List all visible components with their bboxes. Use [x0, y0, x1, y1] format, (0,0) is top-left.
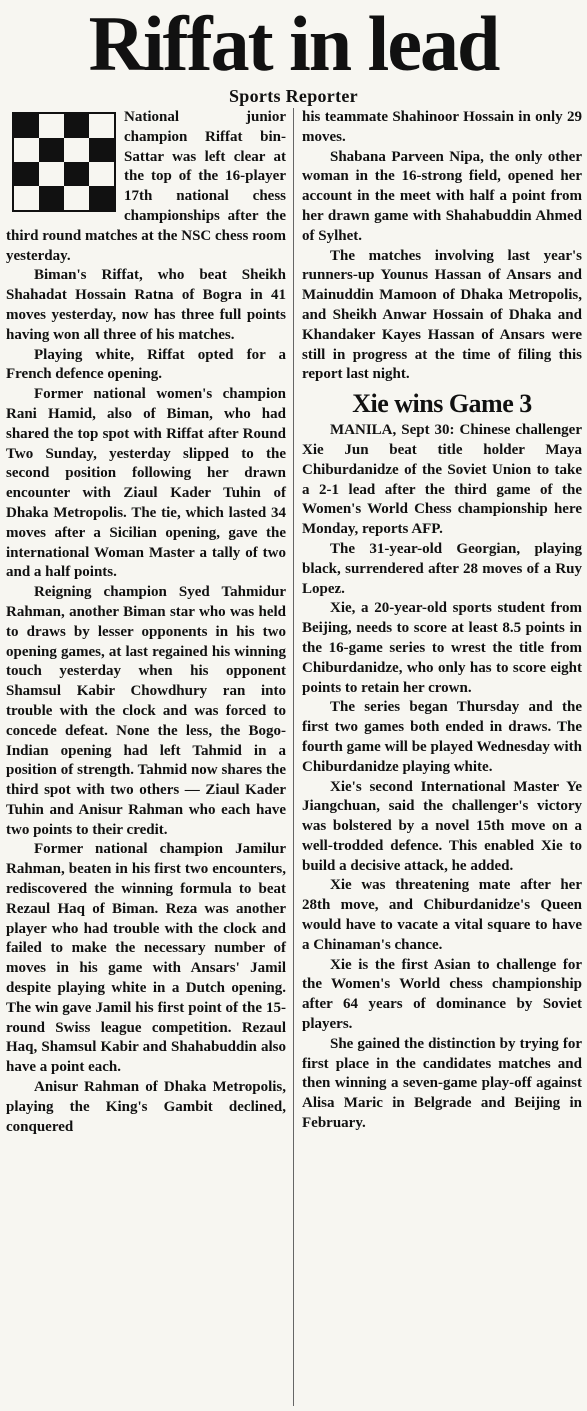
paragraph: Shabana Parveen Nipa, the only other woman in the 16-strong field, opened her account in the meet with half a point from her drawn game with Shahabuddin Ahmed of Sylhet. — [302, 148, 582, 244]
paragraph: The matches involving last year's runners-up Younus Hassan of Ansars and Mainuddin Mamoon of Dhaka Metropolis, and Sheikh Anwar Hossain of Dhaka and Khandaker Kayes Hassan of Ansars were still in progress at the time of filing this report last night. — [302, 247, 582, 383]
paragraph: Xie was threatening mate after her 28th move, and Chiburdanidze's Queen would have to vacate a vital square to have a Chinaman's chance. — [302, 877, 582, 953]
right-column — [302, 108, 582, 1134]
paragraph: his teammate Shahinoor Hossain in only 29 moves. — [302, 109, 582, 145]
paragraph: Biman's Riffat, who beat Sheikh Shahadat Hossain Ratna of Bogra in 41 moves yesterday, now has three full points having won all three of his matches. — [6, 267, 286, 343]
second-headline: Xie wins Game 3 — [352, 389, 532, 419]
paragraph: Former national champion Jamilur Rahman, beaten in his first two encounters, rediscovered the winning formula to beat Rezaul Haq of Biman. Reza was another player who had trouble with the clock and failed to make the necessary number of moves in his game with Ansars' Jamil despite playing white in a Dutch opening. The win gave Jamil his first point of the 15-round Swiss league competition. Rezaul Haq, Shamsul Kabir and Shahabuddin also have a point each. — [6, 841, 286, 1076]
left-column — [6, 108, 286, 1137]
paragraph: She gained the distinction by trying for first place in the candidates matches and then winning a seven-game play-off against Alisa Maric in Belgrade and Beijing in February. — [302, 1035, 582, 1132]
paragraph: Reigning champion Syed Tahmidur Rahman, another Biman star who was held to draws by lesser opponents in his two opening games, at last regained his winning touch yesterday when his opponent Shamsul Kabir Chowdhury ran into trouble with the clock and was forced to concede defeat. None the less, the Bogo-Indian opening had left Tahmid in a position of strength. Tahmid now shares the third spot with two others — Ziaul Kader Tuhin and Anisur Rahman who each have two points to their credit. — [6, 584, 286, 838]
paragraph: MANILA, Sept 30: Chinese challenger Xie Jun beat title holder Maya Chiburdanidze of the Soviet Union to take a 2-1 lead after the third game of the Women's World Chess championship here Monday, reports AFP. — [302, 422, 582, 538]
column-divider — [293, 108, 294, 1406]
headline: Riffat in lead — [88, 0, 499, 87]
paragraph: Playing white, Riffat opted for a French defence opening. — [6, 346, 286, 383]
paragraph: The series began Thursday and the first two games both ended in draws. The fourth game will be played Wednesday with Chiburdanidze playing white. — [302, 699, 582, 775]
paragraph: National junior champion Riffat bin-Sattar was left clear at the top of the 16-player 17th national chess championships after the third round matches at the NSC chess room yesterday. — [6, 109, 286, 264]
paragraph: Xie's second International Master Ye Jiangchuan, said the challenger's victory was bolstered by a novel 15th move on a well-trodded defence. This enabled Xie to build a decisive attack, he added. — [302, 778, 582, 874]
paragraph: Xie is the first Asian to challenge for the Women's World chess championship after 64 years of dominance by Soviet players. — [302, 956, 582, 1033]
paragraph: Xie, a 20-year-old sports student from Beijing, needs to score at least 8.5 points in the 16-game series to wrest the title from Chiburdanidze, who only has to score eight points to retain her crown. — [302, 600, 582, 696]
chessboard-icon — [12, 112, 116, 212]
paragraph: Anisur Rahman of Dhaka Metropolis, playing the King's Gambit declined, conquered — [6, 1079, 286, 1135]
byline: Sports Reporter — [229, 86, 358, 106]
paragraph: The 31-year-old Georgian, playing black, surrendered after 28 moves of a Ruy Lopez. — [302, 540, 582, 597]
paragraph: Former national women's champion Rani Hamid, also of Biman, who had shared the top spot with Riffat after Round Two Sunday, yesterday slipped to the second position following her drawn encounter with Ziaul Kader Tuhin of Dhaka Metropolis. The tie, which lasted 34 moves after a Sicilian opening, gave the international Woman Master a tally of two and a half points. — [6, 386, 286, 581]
